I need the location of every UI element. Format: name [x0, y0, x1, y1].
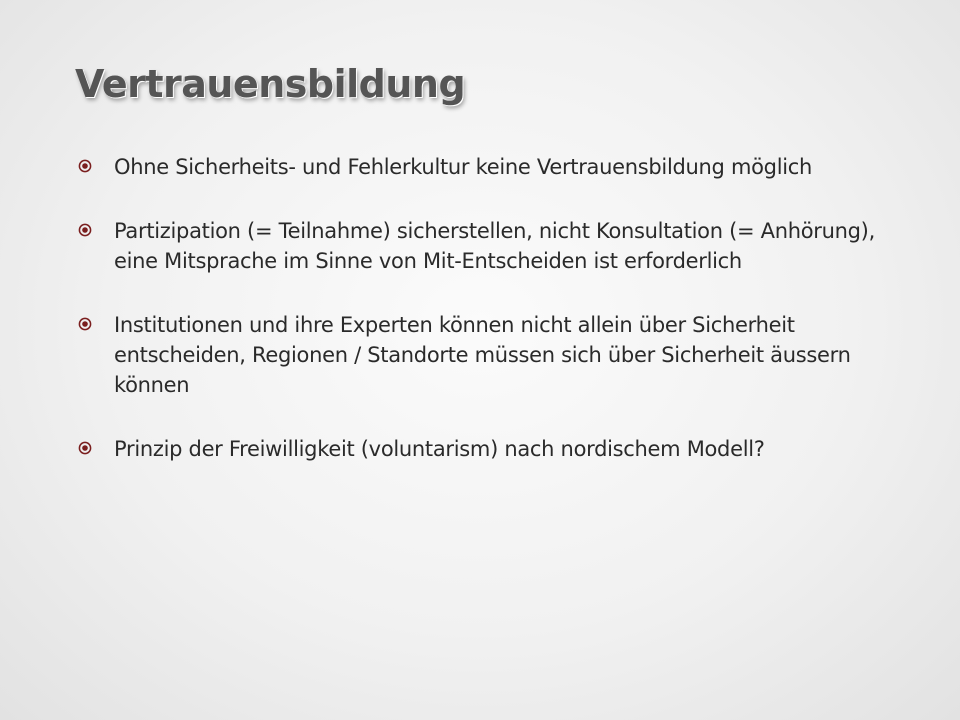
bullet-text: Prinzip der Freiwilligkeit (voluntarism) nach nordischem Modell? — [114, 437, 765, 461]
radio-dot-icon — [78, 159, 92, 173]
bullet-text: Institutionen und ihre Experten können nicht allein über Sicherheit entscheiden, Regionen / Standorte müssen sich über Sicherheit äussern können — [114, 313, 851, 397]
bullet-item — [78, 216, 888, 276]
bullet-item — [78, 310, 888, 400]
radio-dot-icon — [78, 317, 92, 331]
radio-dot-icon — [78, 441, 92, 455]
bullet-list — [78, 152, 888, 498]
bullet-text: Partizipation (= Teilnahme) sicherstellen, nicht Konsultation (= Anhörung), eine Mitsprache im Sinne von Mit-Entscheiden ist erforderlich — [114, 219, 875, 273]
bullet-item — [78, 434, 888, 464]
bullet-item — [78, 152, 888, 182]
radio-dot-icon — [78, 223, 92, 237]
slide-title: Vertrauensbildung — [75, 62, 466, 106]
bullet-text: Ohne Sicherheits- und Fehlerkultur keine Vertrauensbildung möglich — [114, 155, 813, 179]
